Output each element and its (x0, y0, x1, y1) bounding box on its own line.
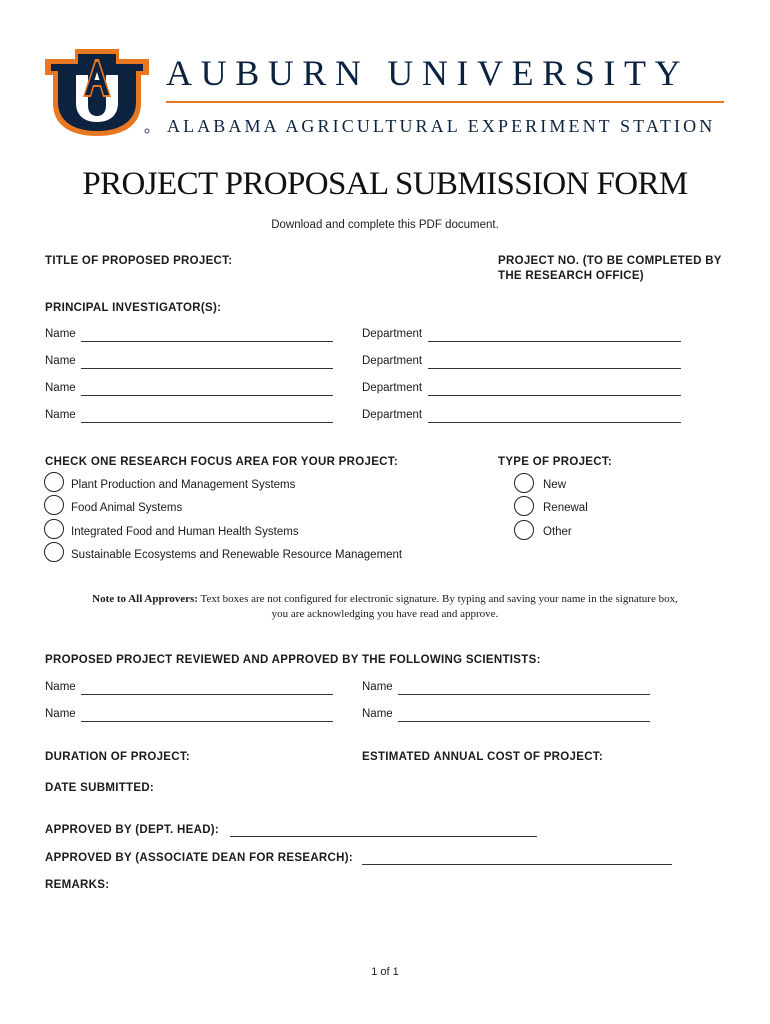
pi-name-label-4: Name (45, 409, 76, 421)
project-number-label-line2: THE RESEARCH OFFICE) (498, 270, 644, 282)
pi-name-label-3: Name (45, 382, 76, 394)
university-name: AUBURN UNIVERSITY (166, 53, 690, 93)
focus-area-label-4: Sustainable Ecosystems and Renewable Resource Management (71, 549, 403, 561)
pi-department-field-4[interactable] (428, 422, 681, 423)
project-title-label: TITLE OF PROPOSED PROJECT: (45, 255, 233, 267)
estimated-cost-label: ESTIMATED ANNUAL COST OF PROJECT: (362, 751, 603, 763)
form-title: PROJECT PROPOSAL SUBMISSION FORM (82, 166, 688, 202)
project-type-heading: TYPE OF PROJECT: (498, 456, 613, 468)
pi-department-label-2: Department (362, 355, 423, 367)
duration-label: DURATION OF PROJECT: (45, 751, 191, 763)
pi-department-field-2[interactable] (428, 368, 681, 369)
project-type-radio-other[interactable] (514, 520, 534, 540)
project-type-radio-new[interactable] (514, 473, 534, 493)
pi-department-label-4: Department (362, 409, 423, 421)
reviewers-heading: PROPOSED PROJECT REVIEWED AND APPROVED BY THE FOLLOWING SCIENTISTS: (45, 654, 541, 666)
focus-area-radio-1[interactable] (44, 472, 64, 492)
project-type-label-renewal: Renewal (543, 502, 588, 514)
date-submitted-label: DATE SUBMITTED: (45, 782, 155, 794)
pi-department-field-1[interactable] (428, 341, 681, 342)
focus-area-label-2: Food Animal Systems (71, 502, 183, 514)
approver-note (40, 592, 730, 622)
focus-area-radio-2[interactable] (44, 495, 64, 515)
form-subtitle: Download and complete this PDF document. (271, 219, 499, 231)
reviewer-name-label-2: Name (362, 681, 393, 693)
approver-note-bold: Note to All Approvers: (92, 593, 198, 605)
pi-department-label-3: Department (362, 382, 423, 394)
reviewer-name-field-2[interactable] (398, 694, 650, 695)
page-number: 1 of 1 (371, 966, 399, 978)
associate-dean-signature-field[interactable] (362, 864, 672, 865)
reviewer-name-label-1: Name (45, 681, 76, 693)
project-type-label-new: New (543, 479, 567, 491)
pi-name-field-1[interactable] (81, 341, 333, 342)
approver-note-line2: you are acknowledging you have read and approve. (271, 608, 499, 620)
principal-investigators-heading: PRINCIPAL INVESTIGATOR(S): (45, 302, 222, 314)
pi-department-field-3[interactable] (428, 395, 681, 396)
pi-name-field-2[interactable] (81, 368, 333, 369)
pi-department-label-1: Department (362, 328, 423, 340)
reviewer-name-label-3: Name (45, 708, 76, 720)
reviewer-name-field-3[interactable] (81, 721, 333, 722)
focus-area-heading: CHECK ONE RESEARCH FOCUS AREA FOR YOUR PROJECT: (45, 456, 398, 468)
remarks-label: REMARKS: (45, 879, 110, 891)
pi-name-field-4[interactable] (81, 422, 333, 423)
auburn-au-logo (43, 45, 151, 137)
station-name: ALABAMA AGRICULTURAL EXPERIMENT STATION (167, 116, 716, 136)
associate-dean-approval-label: APPROVED BY (ASSOCIATE DEAN FOR RESEARCH): (45, 852, 354, 864)
focus-area-label-1: Plant Production and Management Systems (71, 479, 296, 491)
focus-area-radio-4[interactable] (44, 542, 64, 562)
dept-head-approval-label: APPROVED BY (DEPT. HEAD): (45, 824, 220, 836)
dept-head-signature-field[interactable] (230, 836, 537, 837)
focus-area-radio-3[interactable] (44, 519, 64, 539)
reviewer-name-label-4: Name (362, 708, 393, 720)
approver-note-line1: Text boxes are not configured for electronic signature. By typing and saving your name in the signature box, (200, 593, 678, 605)
reviewer-name-field-1[interactable] (81, 694, 333, 695)
pi-name-label-2: Name (45, 355, 76, 367)
focus-area-label-3: Integrated Food and Human Health Systems (71, 526, 299, 538)
reviewer-name-field-4[interactable] (398, 721, 650, 722)
pi-name-label-1: Name (45, 328, 76, 340)
project-type-label-other: Other (543, 526, 572, 538)
header-divider (166, 101, 724, 103)
project-number-label-line1: PROJECT NO. (TO BE COMPLETED BY (498, 255, 722, 267)
project-type-radio-renewal[interactable] (514, 496, 534, 516)
pi-name-field-3[interactable] (81, 395, 333, 396)
